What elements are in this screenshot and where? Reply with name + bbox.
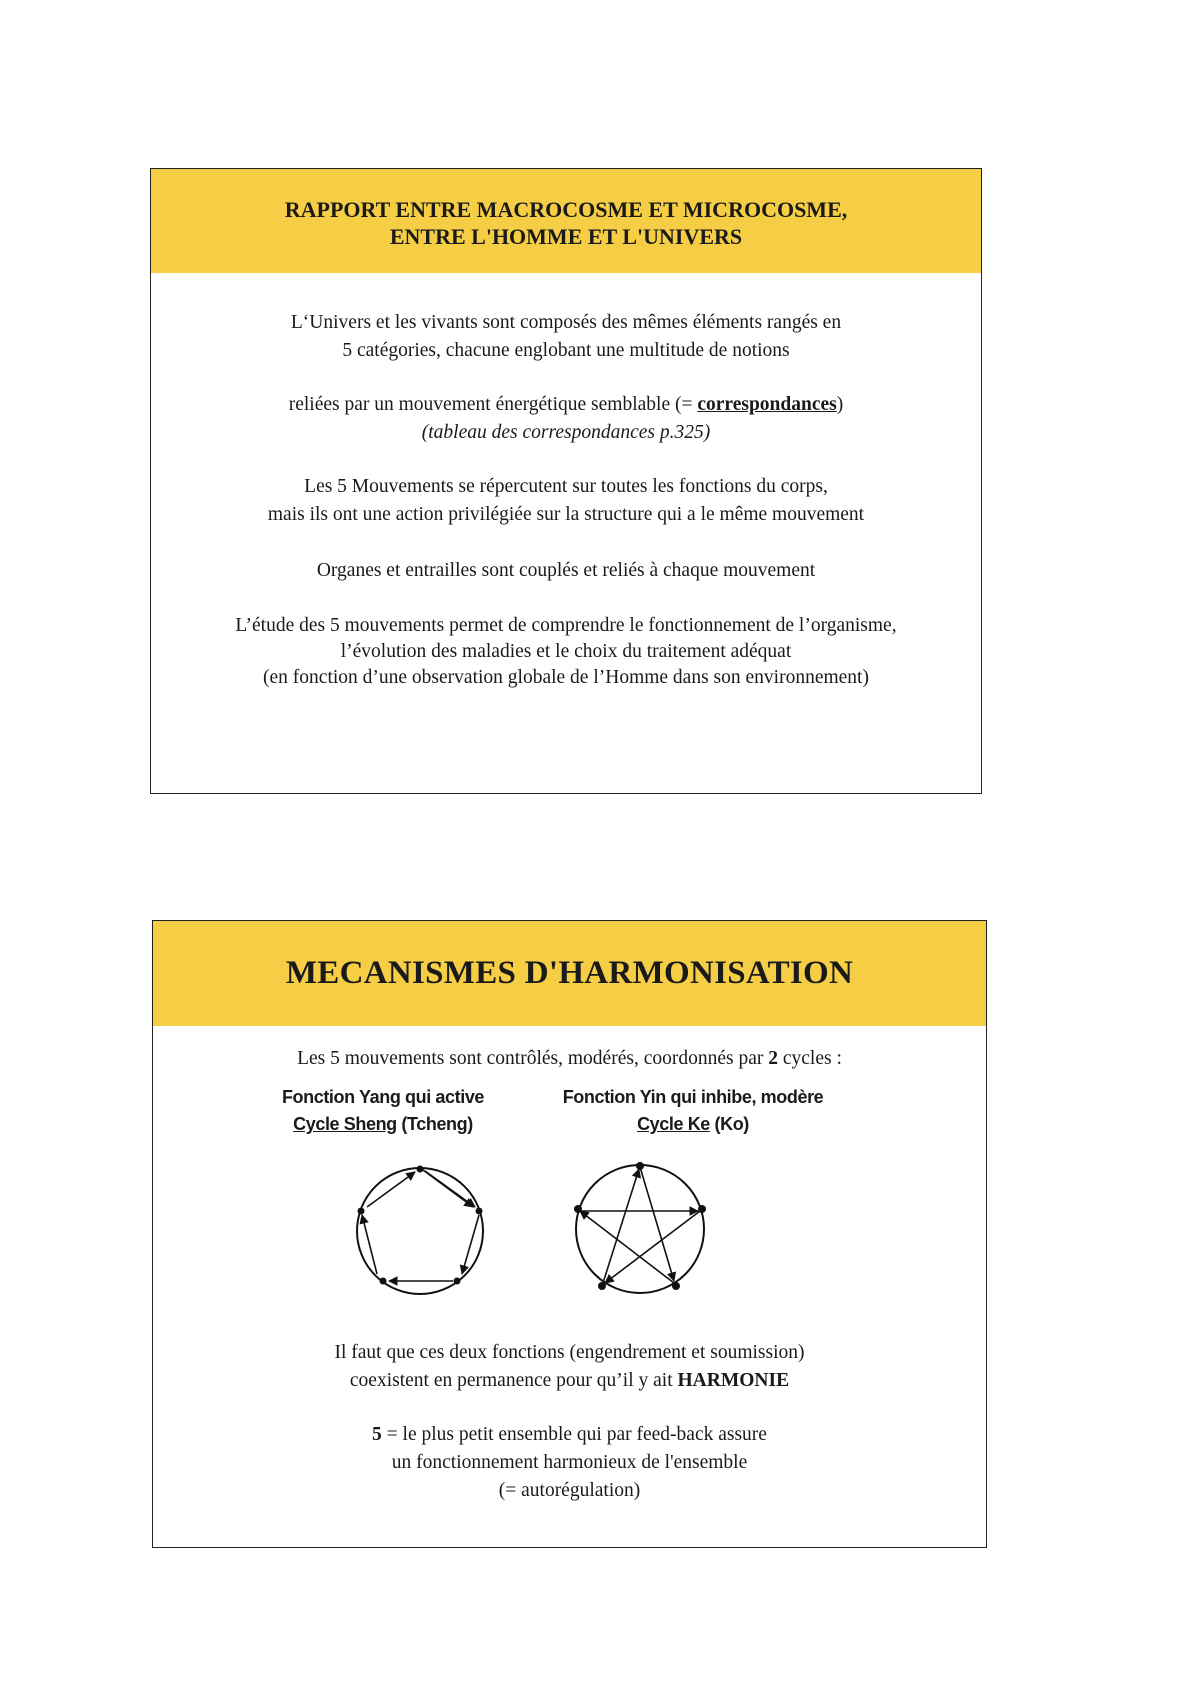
ke-cycle-diagram — [569, 1159, 713, 1297]
correspondances-link-text: correspondances — [697, 394, 837, 415]
cycle-arrow — [462, 1215, 479, 1274]
text-line: mais ils ont une action privilégiée sur la structure qui a le même mouvement — [267, 504, 865, 525]
paragraph-organes — [151, 557, 981, 585]
text-segment: reliées par un mouvement énergétique semblable (= — [288, 394, 698, 415]
yang-function-label: Fonction Yang qui active — [281, 1087, 485, 1107]
cycle-alt-name: (Ko) — [709, 1114, 749, 1134]
text-line: (= autorégulation) — [498, 1480, 641, 1501]
cycle-arrow — [605, 1211, 700, 1283]
paragraph-correspondances — [151, 391, 981, 447]
paragraph-harmonie — [153, 1339, 986, 1395]
cycle-arrow — [362, 1215, 377, 1274]
text-line: un fonctionnement harmonieux de l'ensemble — [391, 1452, 748, 1473]
cycle-circle — [576, 1165, 704, 1293]
slide-macrocosme — [150, 168, 982, 794]
text-segment: cycles : — [778, 1048, 842, 1069]
yin-function-label: Fonction Yin qui inhibe, modère — [562, 1087, 824, 1107]
paragraph-etude — [151, 613, 981, 691]
text-segment: coexistent en permanence pour qu’il y ait — [349, 1370, 678, 1391]
cycle-node — [358, 1208, 365, 1215]
paragraph-intro — [153, 1045, 986, 1073]
cycle-arrow — [640, 1167, 674, 1281]
paragraph-autoregulation — [153, 1421, 986, 1505]
text-segment: ) — [836, 394, 844, 415]
text-line: 5 catégories, chacune englobant une multitude de notions — [342, 340, 790, 361]
cycle-node — [672, 1282, 680, 1290]
cycle-alt-name: (Tcheng) — [396, 1114, 473, 1134]
text-line: (en fonction d’une observation globale de l’Homme dans son environnement) — [263, 667, 869, 688]
cycle-node — [698, 1205, 706, 1213]
paragraph-univers — [151, 309, 981, 365]
cycle-node — [417, 1166, 424, 1173]
slide-2-header — [153, 921, 986, 1026]
text-line — [153, 1421, 986, 1449]
ke-cycle-label — [543, 1111, 843, 1138]
text-segment: = le plus petit ensemble qui par feed-back assure — [381, 1424, 767, 1445]
cycle-node — [598, 1282, 606, 1290]
cycle-node — [454, 1278, 461, 1285]
cycle-circle — [357, 1168, 483, 1294]
text-bold: 5 — [372, 1424, 382, 1445]
yin-heading — [543, 1084, 843, 1138]
text-line: Les 5 Mouvements se répercutent sur toutes les fonctions du corps, — [304, 476, 828, 497]
cycle-node — [574, 1205, 582, 1213]
text-line — [151, 391, 981, 419]
yang-heading — [258, 1084, 508, 1138]
text-line — [153, 1367, 986, 1395]
cycle-name: Cycle Ke — [637, 1114, 710, 1134]
slide-2-title: MECANISMES D'HARMONISATION — [285, 955, 854, 991]
sheng-cycle-label — [258, 1111, 508, 1138]
cycle-node — [636, 1162, 644, 1170]
cycle-arrow — [603, 1169, 639, 1283]
text-line: L‘Univers et les vivants sont composés des mêmes éléments rangés en — [290, 312, 842, 333]
cycle-arrow — [367, 1172, 415, 1207]
text-line — [153, 1045, 986, 1073]
text-bold: 2 — [768, 1048, 778, 1069]
cycle-node — [476, 1208, 483, 1215]
slide-1-header — [151, 169, 981, 273]
text-segment: Les 5 mouvements sont contrôlés, modérés, coordonnés par — [297, 1048, 769, 1069]
text-line: l’évolution des maladies et le choix du traitement adéquat — [340, 641, 792, 662]
text-line: Organes et entrailles sont couplés et reliés à chaque mouvement — [316, 560, 816, 581]
slide-harmonisation — [152, 920, 987, 1548]
text-line: Il faut que ces deux fonctions (engendrement et soumission) — [334, 1342, 805, 1363]
paragraph-mouvements — [151, 473, 981, 529]
cycle-node — [380, 1278, 387, 1285]
slide-1-title-line-1: RAPPORT ENTRE MACROCOSME ET MICROCOSME, — [284, 197, 848, 222]
cycle-name: Cycle Sheng — [293, 1114, 397, 1134]
slide-1-title-line-2: ENTRE L'HOMME ET L'UNIVERS — [389, 224, 743, 249]
text-line: (tableau des correspondances p.325) — [421, 422, 711, 443]
text-line: L’étude des 5 mouvements permet de comprendre le fonctionnement de l’organisme, — [235, 615, 897, 636]
sheng-cycle-diagram — [353, 1161, 487, 1295]
harmonie-text: HARMONIE — [677, 1370, 790, 1391]
